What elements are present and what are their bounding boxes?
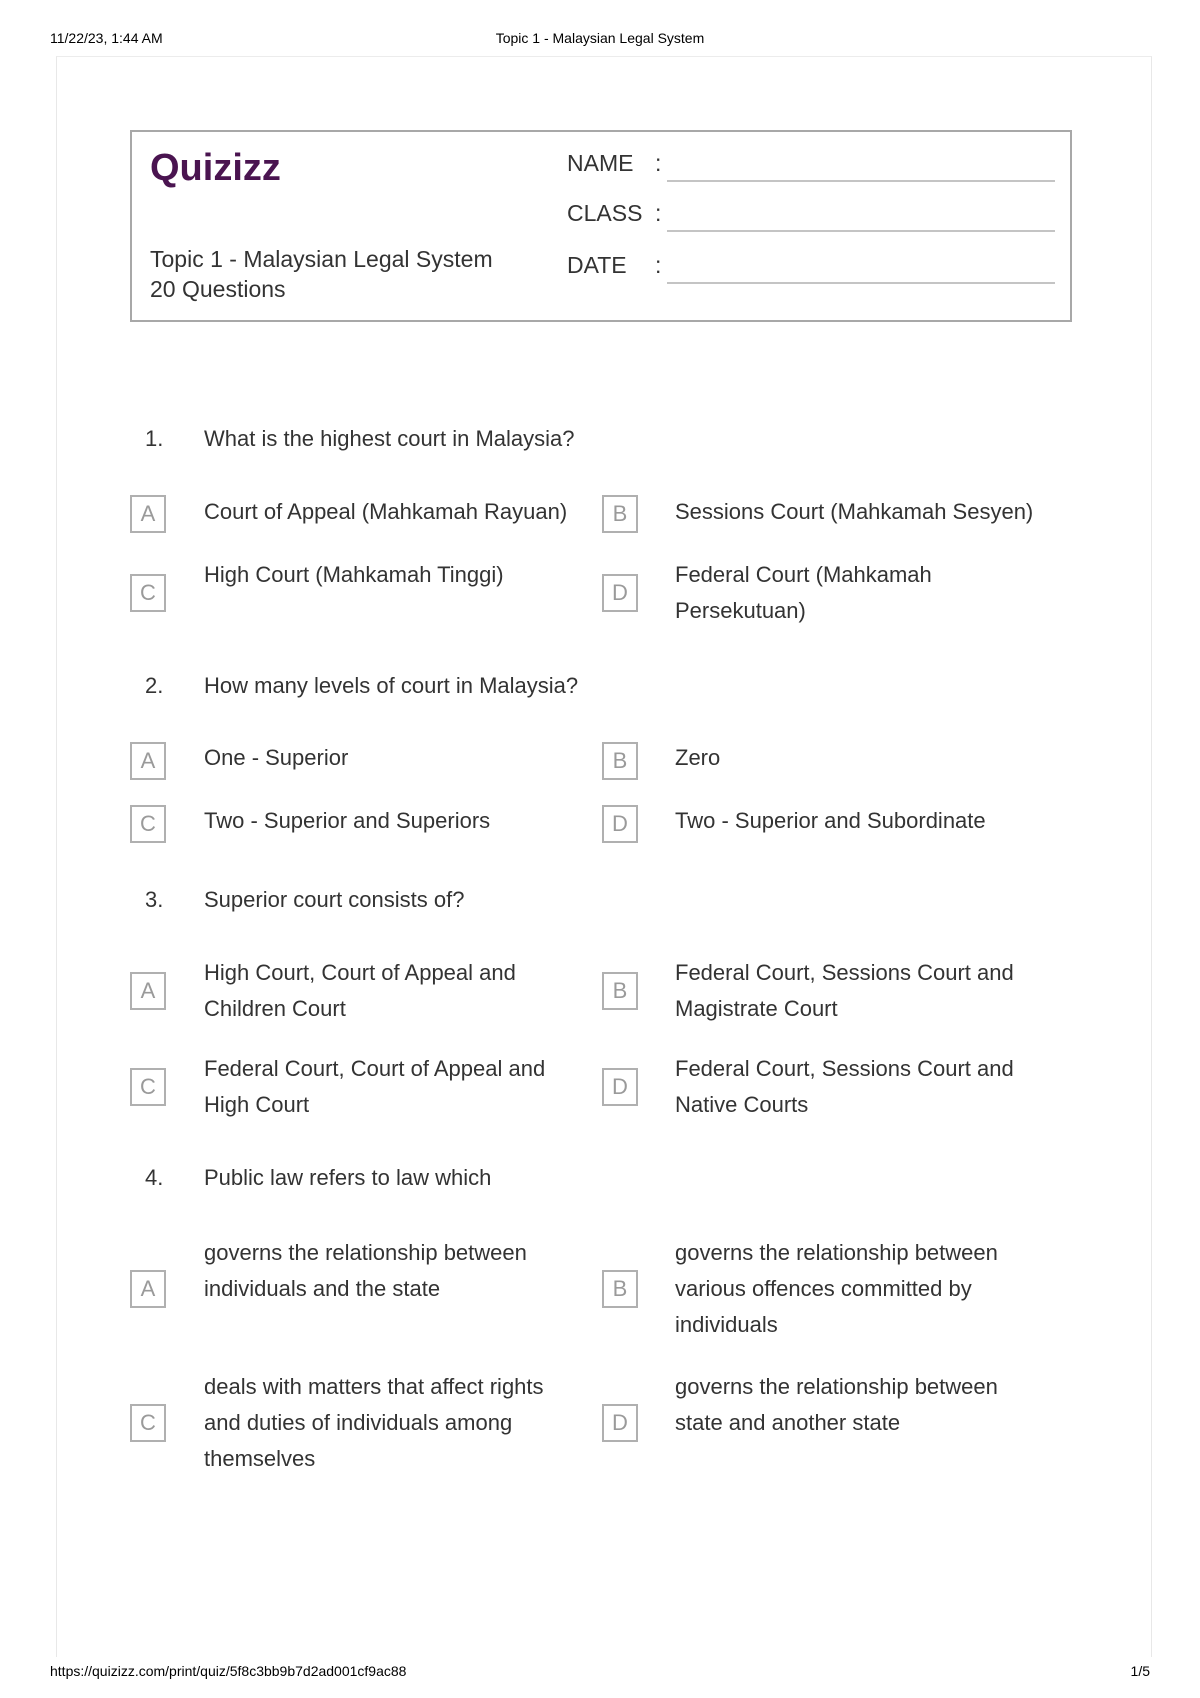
option-text: Federal Court, Sessions Court and Native Courts [675,1056,1014,1117]
option-letter-box[interactable]: D [602,805,638,843]
date-field[interactable] [567,252,1057,292]
class-line[interactable] [667,230,1055,232]
name-label: NAME [567,150,634,176]
option-letter-box[interactable]: A [130,495,166,533]
option-letter-box[interactable]: C [130,805,166,843]
option-letter-box[interactable]: C [130,574,166,612]
name-field[interactable] [567,150,1057,190]
option-letter-box[interactable]: A [130,1270,166,1308]
option-letter-box[interactable]: B [602,495,638,533]
option-text: One - Superior [204,745,349,770]
question-number: 2. [145,673,164,698]
option-text: Federal Court, Sessions Court and Magistrate Court [675,960,1014,1021]
name-line[interactable] [667,180,1055,182]
option-letter-box[interactable]: D [602,1068,638,1106]
class-label: CLASS [567,200,643,226]
quiz-title: Topic 1 - Malaysian Legal System [150,246,493,272]
print-title: Topic 1 - Malaysian Legal System [495,30,705,46]
question-text: Superior court consists of? [204,887,465,912]
option-letter-box[interactable]: D [602,574,638,612]
date-line[interactable] [667,282,1055,284]
option-letter-box[interactable]: B [602,742,638,780]
option-letter-box[interactable]: D [602,1404,638,1442]
option-letter-box[interactable]: A [130,742,166,780]
option-text: High Court, Court of Appeal and Children Court [204,960,516,1021]
quiz-header-box [130,130,1072,322]
option-text: Sessions Court (Mahkamah Sesyen) [675,499,1034,524]
option-text: governs the relationship between state and another state [675,1374,998,1435]
date-label: DATE [567,252,627,278]
option-text: Zero [675,745,721,770]
option-text: Federal Court (Mahkamah Persekutuan) [675,562,932,623]
print-datetime: 11/22/23, 1:44 AM [50,30,163,46]
question-text: How many levels of court in Malaysia? [204,673,579,698]
option-text: Two - Superior and Superiors [204,808,491,833]
question-number: 1. [145,426,164,451]
question-text: What is the highest court in Malaysia? [204,426,575,451]
question-count: 20 Questions [150,276,286,302]
option-text: governs the relationship between individuals and the state [204,1240,527,1301]
quizizz-logo [150,146,300,190]
option-text: Court of Appeal (Mahkamah Rayuan) [204,499,568,524]
option-letter-box[interactable]: B [602,1270,638,1308]
date-colon: : [655,252,662,278]
option-text: Federal Court, Court of Appeal and High Court [204,1056,546,1117]
class-field[interactable] [567,200,1057,240]
question-number: 4. [145,1165,164,1190]
option-letter-box[interactable]: C [130,1404,166,1442]
class-colon: : [655,200,662,226]
name-colon: : [655,150,662,176]
page-number: 1/5 [1130,1663,1150,1679]
option-letter-box[interactable]: A [130,972,166,1010]
logo-text: Quizizz [150,147,281,189]
option-text: High Court (Mahkamah Tinggi) [204,562,504,587]
option-letter-box[interactable]: C [130,1068,166,1106]
option-text: deals with matters that affect rights and duties of individuals among themselves [204,1374,544,1471]
question-number: 3. [145,887,164,912]
question-text: Public law refers to law which [204,1165,492,1190]
option-letter-box[interactable]: B [602,972,638,1010]
print-url[interactable]: https://quizizz.com/print/quiz/5f8c3bb9b7d2ad001cf9ac88 [50,1663,407,1679]
option-text: Two - Superior and Subordinate [675,808,986,833]
option-text: governs the relationship between various offences committed by individuals [675,1240,998,1337]
